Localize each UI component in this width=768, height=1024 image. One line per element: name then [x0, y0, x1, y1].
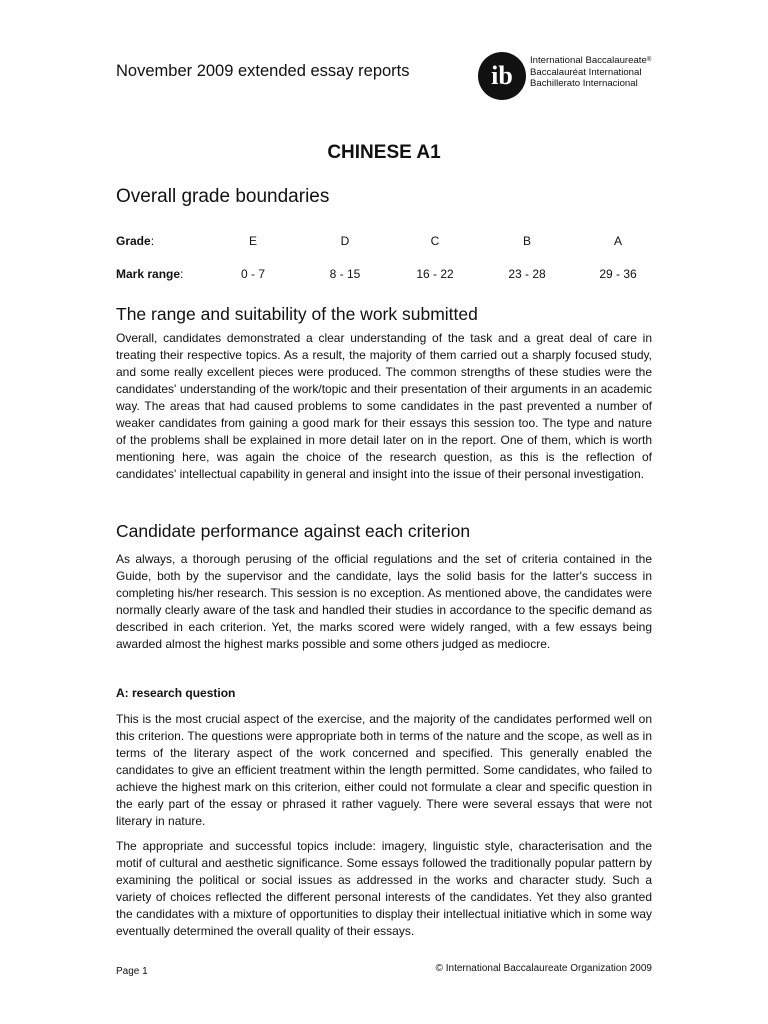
- mark-range-cell: 16 - 22: [416, 267, 454, 281]
- subheading-research-question: A: research question: [116, 686, 236, 700]
- ib-logo: [476, 50, 666, 102]
- section-heading-overall: Overall grade boundaries: [116, 186, 330, 207]
- mark-range-cell: 8 - 15: [329, 267, 361, 281]
- section-heading-range: The range and suitability of the work submitted: [116, 304, 478, 324]
- mark-range-cell: 29 - 36: [599, 267, 637, 281]
- mark-range-cell: 0 - 7: [240, 267, 265, 281]
- research-paragraph-2: The appropriate and successful topics include: imagery, linguistic style, characterisation and the motif of cultural and aesthetic significance. Some essays followed the traditionally popular pattern by examining the political or social issues as addressed in the works and character study. Such a variety of choices reflected the different personal interests of the candidates. Yet they also granted the candidates with a mixture of opportunities to display their intellectual initiative which in some way eventually determined the overall quality of their essays.: [116, 839, 652, 938]
- grade-cell: A: [613, 234, 622, 248]
- mark-range-cell: 23 - 28: [508, 267, 546, 281]
- org-name-en: International Baccalaureate: [530, 55, 647, 66]
- report-header-title: November 2009 extended essay reports: [116, 62, 410, 80]
- org-name-es: Bachillerato Internacional: [530, 78, 638, 89]
- criterion-paragraph: As always, a thorough perusing of the official regulations and the set of criteria contained in the Guide, both by the supervisor and the candidate, lays the solid basis for the latter's success in completing his/her research. This session is no exception. As mentioned above, the candidates were normally clearly aware of the task and handled their studies in accordance to the specific demand as described in each criterion. Yet, the marks scored were widely ranged, with a few essays being awarded almost the highest marks possible and some others judged as mediocre.: [116, 552, 652, 651]
- org-name-fr: Baccalauréat International: [530, 66, 642, 78]
- grade-cell: E: [248, 234, 257, 248]
- org-name-lines: [530, 55, 651, 90]
- ib-logo-icon: [476, 50, 528, 102]
- grade-label: Grade:: [116, 234, 155, 248]
- mark-range-label: Mark range:: [116, 267, 184, 281]
- section-heading-criterion: Candidate performance against each criterion: [116, 521, 471, 541]
- copyright-notice: © International Baccalaureate Organization 2009: [435, 963, 652, 974]
- range-paragraph: Overall, candidates demonstrated a clear understanding of the task and a great deal of care in treating their respective topics. As a result, the majority of them carried out a sharply focused study, and some really excellent pieces were produced. The common strengths of these studies were the candidates' understanding of the work/topic and their presentation of their arguments in an academic way. The areas that had caused problems to some candidates in the past prevented a number of weaker candidates from gaining a good mark for their essays this session too. The type and nature of the problems shall be explained in more detail later on in the report. One of them, which is worth mentioning here, was again the choice of the research question, as this is the reflection of candidates' intellectual capability in general and insight into the issue of their personal investigation.: [116, 331, 652, 481]
- registered-mark: ®: [646, 57, 652, 63]
- grade-cell: C: [430, 234, 440, 248]
- page-number: Page 1: [116, 966, 148, 977]
- grade-cell: D: [340, 234, 350, 248]
- document-title: CHINESE A1: [327, 142, 441, 163]
- grade-cell: B: [522, 234, 531, 248]
- research-paragraph-1: This is the most crucial aspect of the exercise, and the majority of the candidates performed well on this criterion. The questions were appropriate both in terms of the nature and the scope, as well as in terms of the literary aspect of the work concerned and specified. This generally enabled the candidates to give an efficient treatment within the length permitted. Some candidates, who failed to achieve the highest mark on this criterion, either could not formulate a clear and specific question in the early part of the essay or phrased it rather vaguely. There were several essays that were not literary in nature.: [116, 712, 652, 828]
- ib-logo-letters: ib: [491, 61, 513, 90]
